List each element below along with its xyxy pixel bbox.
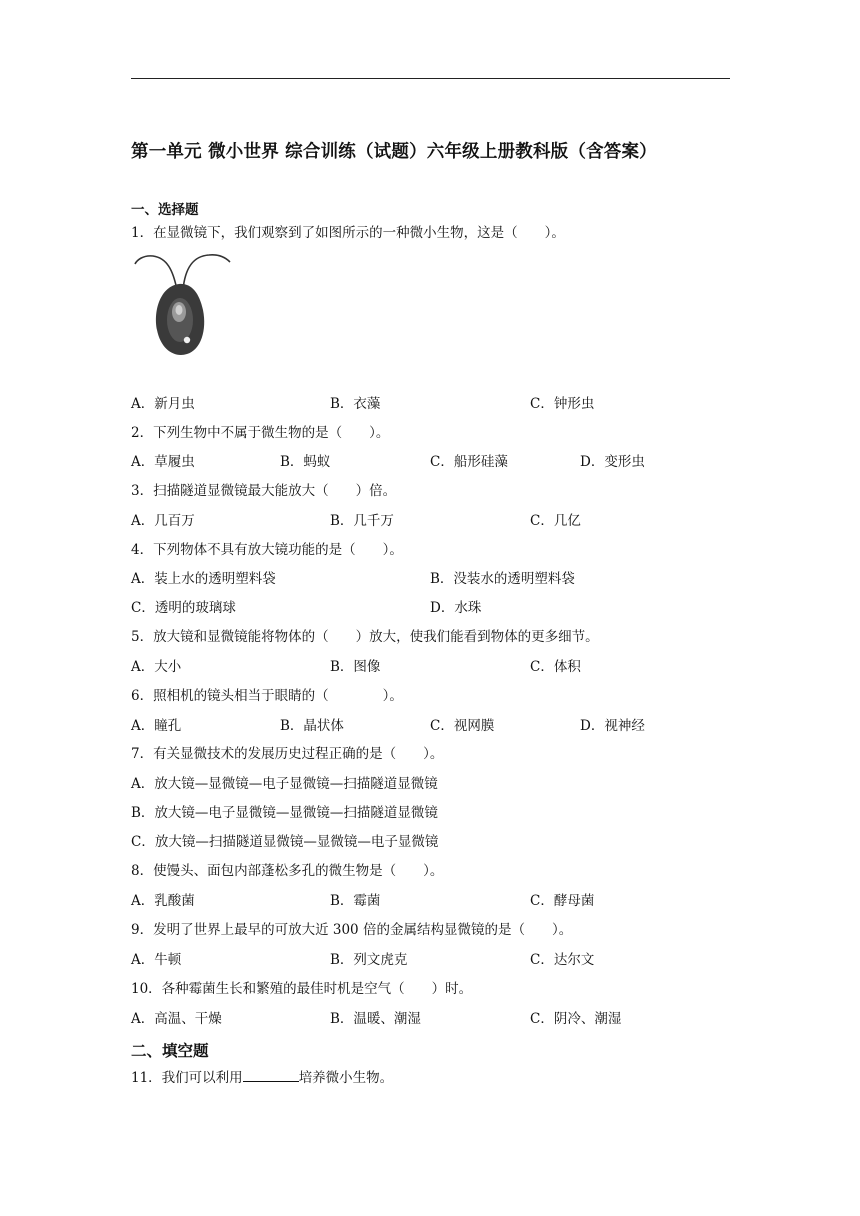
q7-option-a: A．放大镜—显微镜—电子显微镜—扫描隧道显微镜	[131, 776, 438, 792]
q5-option-a: A．大小	[131, 659, 182, 675]
q6-option-b: B．晶状体	[280, 718, 344, 734]
q2-option-a: A．草履虫	[131, 454, 195, 470]
question-9: 9．发明了世界上最早的可放大近 300 倍的金属结构显微镜的是（ ）。	[131, 922, 573, 938]
question-4: 4．下列物体不具有放大镜功能的是（ ）。	[131, 542, 403, 558]
q6-option-c: C．视网膜	[430, 718, 495, 734]
q3-option-a: A．几百万	[131, 513, 195, 529]
q9-option-a: A．牛顿	[131, 952, 182, 968]
q3-option-c: C．几亿	[530, 513, 581, 529]
q4-option-c: C．透明的玻璃球	[131, 600, 236, 616]
question-2: 2．下列生物中不属于微生物的是（ ）。	[131, 425, 390, 441]
q7-option-b: B．放大镜—电子显微镜—显微镜—扫描隧道显微镜	[131, 805, 438, 821]
question-5: 5．放大镜和显微镜能将物体的（ ）放大，使我们能看到物体的更多细节。	[131, 629, 599, 645]
q11-text-before: 11．我们可以利用	[131, 1070, 243, 1086]
q8-option-a: A．乳酸菌	[131, 893, 195, 909]
q3-option-b: B．几千万	[330, 513, 394, 529]
question-8: 8．使馒头、面包内部蓬松多孔的微生物是（ ）。	[131, 863, 444, 879]
question-6: 6．照相机的镜头相当于眼睛的（ ）。	[131, 688, 403, 704]
header-rule	[131, 78, 730, 79]
q9-option-c: C．达尔文	[530, 952, 595, 968]
q4-option-b: B．没装水的透明塑料袋	[430, 571, 575, 587]
question-7: 7．有关显微技术的发展历史过程正确的是（ ）。	[131, 746, 444, 762]
q1-option-a: A．新月虫	[131, 396, 195, 412]
q2-option-d: D．变形虫	[580, 454, 645, 470]
q8-option-b: B．霉菌	[330, 893, 381, 909]
q10-option-c: C．阴冷、潮湿	[530, 1011, 622, 1027]
document-title: 第一单元 微小世界 综合训练（试题）六年级上册教科版（含答案）	[131, 142, 657, 162]
section-heading-fill: 二、填空题	[131, 1042, 209, 1060]
q7-option-c: C．放大镜—扫描隧道显微镜—显微镜—电子显微镜	[131, 834, 439, 850]
q9-option-b: B．列文虎克	[330, 952, 408, 968]
q1-option-b: B．衣藻	[330, 396, 381, 412]
q5-option-c: C．体积	[530, 659, 581, 675]
q1-option-c: C．钟形虫	[530, 396, 595, 412]
q6-option-d: D．视神经	[580, 718, 645, 734]
q4-option-d: D．水珠	[430, 600, 482, 616]
question-1: 1．在显微镜下，我们观察到了如图所示的一种微小生物，这是（ ）。	[131, 225, 565, 241]
section-heading-choice: 一、选择题	[131, 202, 199, 218]
question-3: 3．扫描隧道显微镜最大能放大（ ）倍。	[131, 483, 397, 499]
q2-option-b: B．蚂蚁	[280, 454, 331, 470]
q10-option-b: B．温暖、潮湿	[330, 1011, 421, 1027]
question-10: 10．各种霉菌生长和繁殖的最佳时机是空气（ ）时。	[131, 981, 473, 997]
q11-answer-blank	[243, 1068, 299, 1082]
microorganism-figure	[131, 250, 231, 362]
q10-option-a: A．高温、干燥	[131, 1011, 222, 1027]
q6-option-a: A．瞳孔	[131, 718, 182, 734]
q11-text-after: 培养微小生物。	[298, 1070, 394, 1086]
q2-option-c: C．船形硅藻	[430, 454, 508, 470]
question-11	[131, 1068, 393, 1087]
q4-option-a: A．装上水的透明塑料袋	[131, 571, 276, 587]
q8-option-c: C．酵母菌	[530, 893, 595, 909]
q5-option-b: B．图像	[330, 659, 381, 675]
